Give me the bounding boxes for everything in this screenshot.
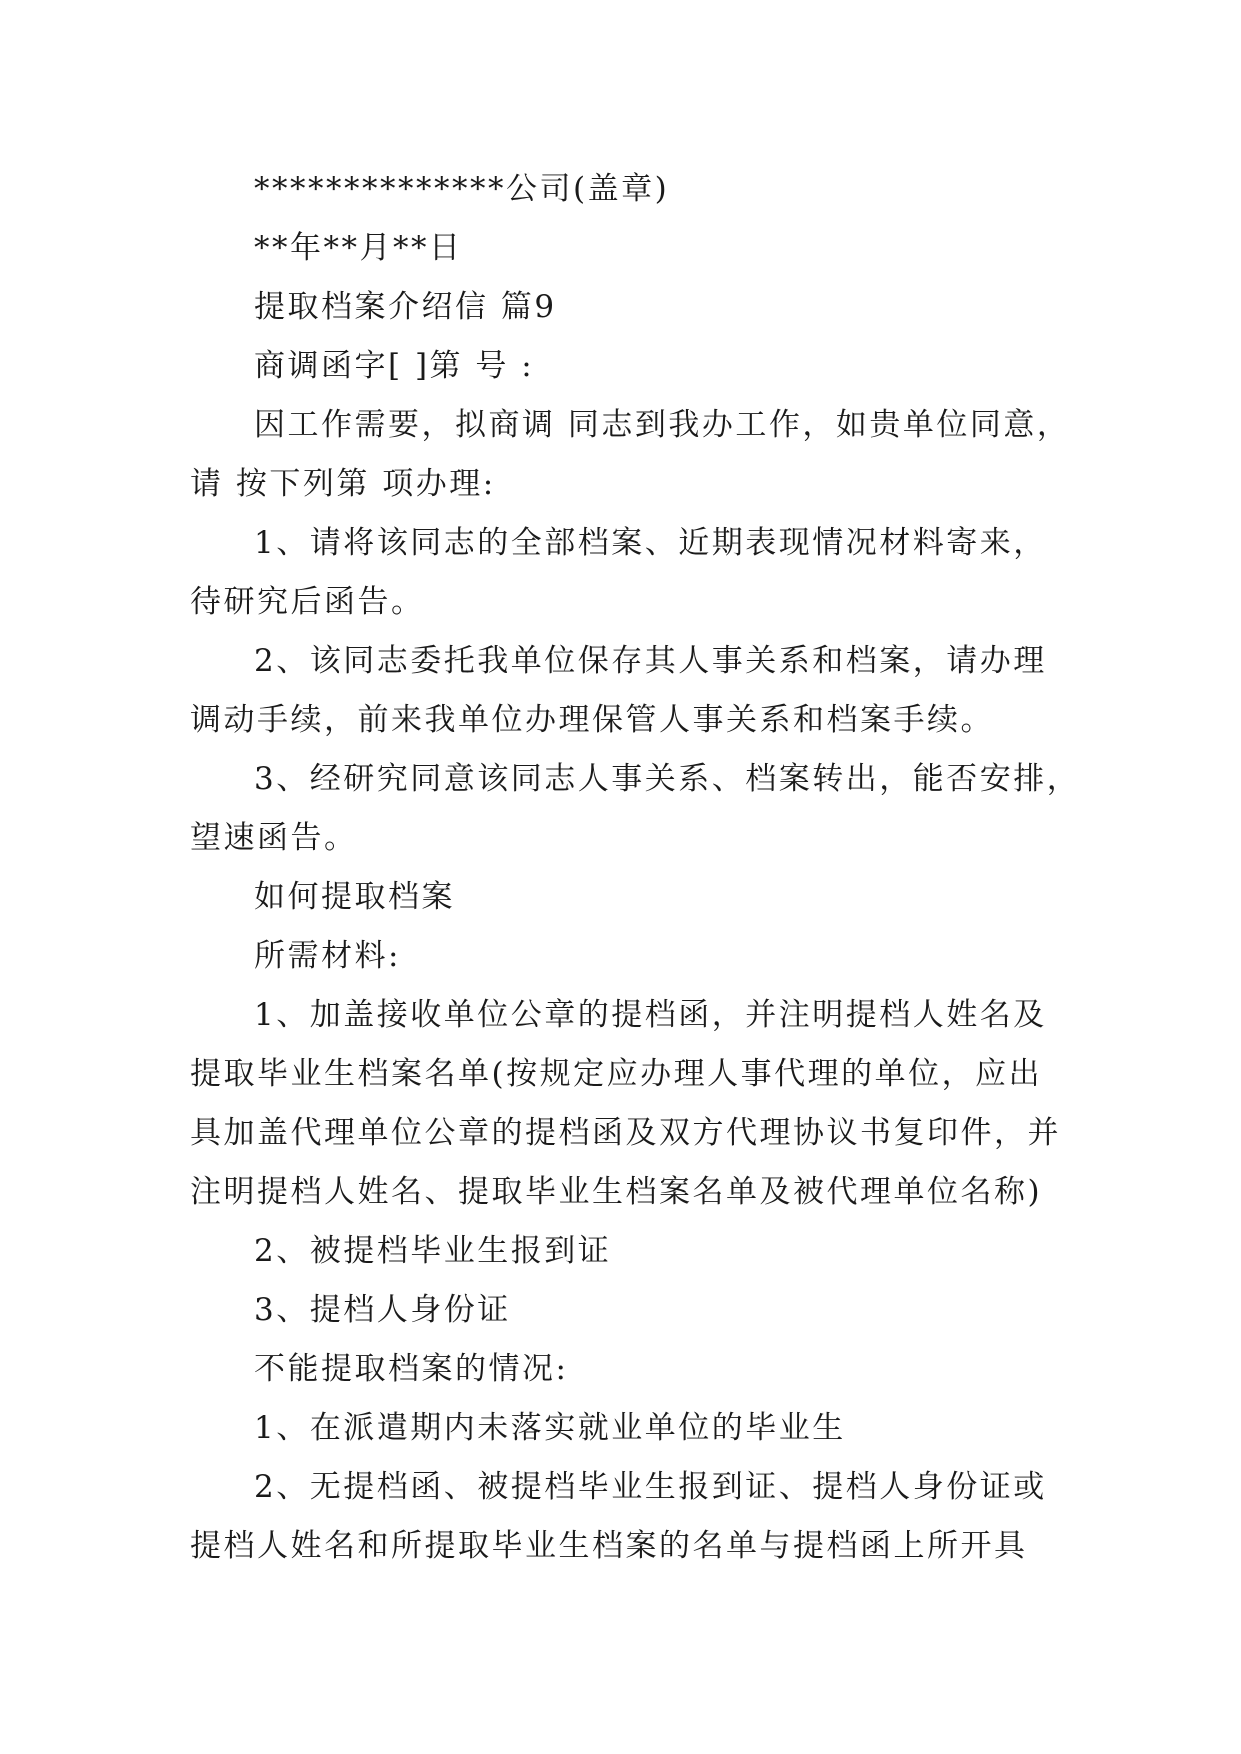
list-item-line: 1、加盖接收单位公章的提档函，并注明提档人姓名及 <box>254 997 1047 1033</box>
document-page <box>190 160 1081 1576</box>
letter-number-line: 商调函字[ ]第 号 : <box>254 348 535 384</box>
list-item-line: 待研究后函告。 <box>190 584 425 620</box>
list-item-line: 具加盖代理单位公章的提档函及双方代理协议书复印件，并 <box>190 1115 1061 1151</box>
section-title: 提取档案介绍信 篇9 <box>254 289 557 325</box>
subheading: 不能提取档案的情况: <box>254 1351 569 1387</box>
list-item-line: 1、请将该同志的全部档案、近期表现情况材料寄来， <box>254 525 1047 561</box>
subheading: 所需材料: <box>254 938 401 974</box>
date-line: **年**月**日 <box>254 230 463 266</box>
list-item-line: 提档人姓名和所提取毕业生档案的名单与提档函上所开具 <box>190 1528 1028 1564</box>
list-item-line: 2、该同志委托我单位保存其人事关系和档案，请办理 <box>254 643 1047 679</box>
body-line: 因工作需要，拟商调 同志到我办工作，如贵单位同意， <box>254 407 1071 443</box>
list-item-line: 2、无提档函、被提档毕业生报到证、提档人身份证或 <box>254 1469 1047 1505</box>
list-item-line: 注明提档人姓名、提取毕业生档案名单及被代理单位名称) <box>190 1174 1043 1210</box>
list-item-line: 望速函告。 <box>190 820 358 856</box>
body-line: 请 按下列第 项办理: <box>190 466 496 502</box>
subheading: 如何提取档案 <box>254 879 455 915</box>
company-seal-line: **************公司(盖章) <box>254 171 670 207</box>
list-item-line: 3、提档人身份证 <box>254 1292 511 1328</box>
list-item-line: 3、经研究同意该同志人事关系、档案转出，能否安排， <box>254 761 1081 797</box>
list-item-line: 调动手续，前来我单位办理保管人事关系和档案手续。 <box>190 702 994 738</box>
list-item-line: 提取毕业生档案名单(按规定应办理人事代理的单位，应出 <box>190 1056 1043 1092</box>
list-item-line: 1、在派遣期内未落实就业单位的毕业生 <box>254 1410 846 1446</box>
list-item-line: 2、被提档毕业生报到证 <box>254 1233 612 1269</box>
